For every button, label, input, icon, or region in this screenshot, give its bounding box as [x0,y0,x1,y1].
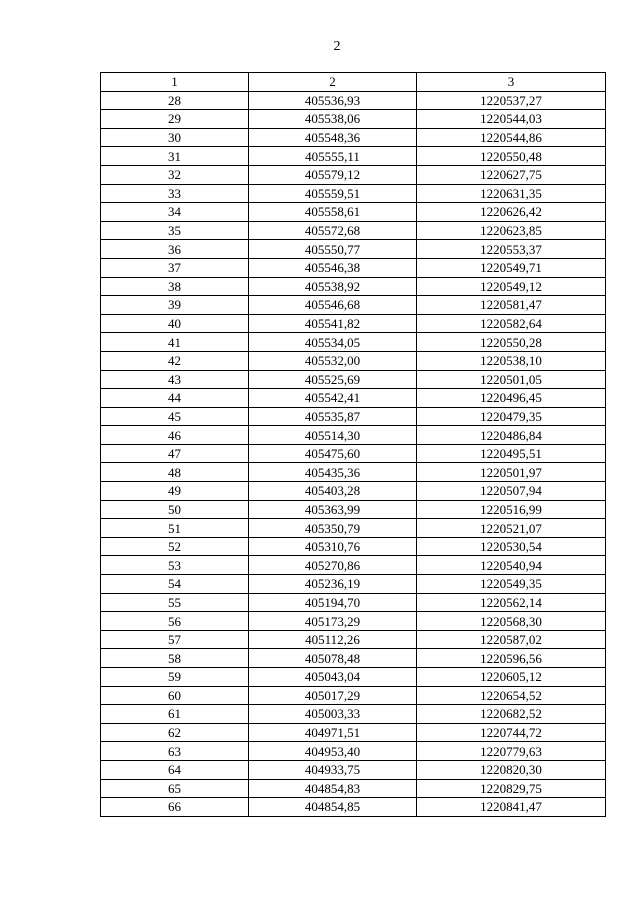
y-coordinate-cell: 1220549,71 [417,258,606,277]
x-coordinate-cell: 405173,29 [249,612,417,631]
x-coordinate-cell: 405532,00 [249,351,417,370]
y-coordinate-cell: 1220501,97 [417,463,606,482]
y-coordinate-cell: 1220538,10 [417,351,606,370]
page-number: 2 [333,39,341,54]
y-coordinate-cell: 1220553,37 [417,240,606,259]
x-coordinate-cell: 405541,82 [249,314,417,333]
x-coordinate-cell: 405555,11 [249,147,417,166]
table-row [101,128,606,147]
x-coordinate-cell: 405236,19 [249,575,417,594]
table-row [101,779,606,798]
table-row [101,426,606,445]
y-coordinate-cell: 1220779,63 [417,742,606,761]
x-coordinate-cell: 405363,99 [249,500,417,519]
table-row [101,686,606,705]
point-number-cell: 48 [101,463,249,482]
x-coordinate-cell: 405559,51 [249,184,417,203]
y-coordinate-cell: 1220540,94 [417,556,606,575]
table-row [101,203,606,222]
x-coordinate-cell: 405536,93 [249,91,417,110]
point-number-cell: 51 [101,519,249,538]
table-row [101,649,606,668]
point-number-cell: 57 [101,630,249,649]
y-coordinate-cell: 1220530,54 [417,537,606,556]
table-row [101,556,606,575]
x-coordinate-cell: 405350,79 [249,519,417,538]
y-coordinate-cell: 1220654,52 [417,686,606,705]
point-number-cell: 65 [101,779,249,798]
x-coordinate-cell: 405546,38 [249,258,417,277]
y-coordinate-cell: 1220507,94 [417,482,606,501]
x-coordinate-cell: 405514,30 [249,426,417,445]
table-row [101,110,606,129]
x-coordinate-cell: 404971,51 [249,723,417,742]
header-cell-3: 3 [417,73,606,92]
x-coordinate-cell: 405078,48 [249,649,417,668]
table-row [101,593,606,612]
y-coordinate-cell: 1220627,75 [417,165,606,184]
y-coordinate-cell: 1220829,75 [417,779,606,798]
table-row [101,519,606,538]
point-number-cell: 28 [101,91,249,110]
point-number-cell: 44 [101,389,249,408]
table-body [101,91,606,816]
point-number-cell: 30 [101,128,249,147]
x-coordinate-cell: 405310,76 [249,537,417,556]
x-coordinate-cell: 405538,06 [249,110,417,129]
point-number-cell: 41 [101,333,249,352]
header-row [101,73,606,92]
x-coordinate-cell: 405003,33 [249,705,417,724]
point-number-cell: 42 [101,351,249,370]
point-number-cell: 35 [101,221,249,240]
point-number-cell: 64 [101,760,249,779]
x-coordinate-cell: 405534,05 [249,333,417,352]
table-row [101,296,606,315]
point-number-cell: 37 [101,258,249,277]
point-number-cell: 34 [101,203,249,222]
point-number-cell: 38 [101,277,249,296]
x-coordinate-cell: 405546,68 [249,296,417,315]
x-coordinate-cell: 405017,29 [249,686,417,705]
table-row [101,798,606,817]
y-coordinate-cell: 1220744,72 [417,723,606,742]
y-coordinate-cell: 1220587,02 [417,630,606,649]
y-coordinate-cell: 1220544,03 [417,110,606,129]
y-coordinate-cell: 1220605,12 [417,668,606,687]
y-coordinate-cell: 1220486,84 [417,426,606,445]
table-row [101,407,606,426]
x-coordinate-cell: 405270,86 [249,556,417,575]
point-number-cell: 29 [101,110,249,129]
table-row [101,760,606,779]
y-coordinate-cell: 1220568,30 [417,612,606,631]
point-number-cell: 49 [101,482,249,501]
x-coordinate-cell: 404854,85 [249,798,417,817]
table-row [101,240,606,259]
y-coordinate-cell: 1220495,51 [417,444,606,463]
x-coordinate-cell: 405403,28 [249,482,417,501]
table-row [101,668,606,687]
table-row [101,370,606,389]
point-number-cell: 58 [101,649,249,668]
point-number-cell: 47 [101,444,249,463]
y-coordinate-cell: 1220631,35 [417,184,606,203]
table-row [101,258,606,277]
y-coordinate-cell: 1220496,45 [417,389,606,408]
table-row [101,184,606,203]
table-row [101,482,606,501]
x-coordinate-cell: 405550,77 [249,240,417,259]
x-coordinate-cell: 405548,36 [249,128,417,147]
x-coordinate-cell: 405475,60 [249,444,417,463]
x-coordinate-cell: 404933,75 [249,760,417,779]
point-number-cell: 61 [101,705,249,724]
x-coordinate-cell: 404953,40 [249,742,417,761]
table-header [101,73,606,92]
header-cell-2: 2 [249,73,417,92]
point-number-cell: 52 [101,537,249,556]
y-coordinate-cell: 1220623,85 [417,221,606,240]
x-coordinate-cell: 404854,83 [249,779,417,798]
y-coordinate-cell: 1220626,42 [417,203,606,222]
point-number-cell: 50 [101,500,249,519]
x-coordinate-cell: 405572,68 [249,221,417,240]
point-number-cell: 59 [101,668,249,687]
y-coordinate-cell: 1220544,86 [417,128,606,147]
point-number-cell: 62 [101,723,249,742]
y-coordinate-cell: 1220521,07 [417,519,606,538]
y-coordinate-cell: 1220549,12 [417,277,606,296]
table-row [101,165,606,184]
table-row [101,221,606,240]
table-row [101,705,606,724]
table-row [101,91,606,110]
table-row [101,351,606,370]
table-row [101,463,606,482]
x-coordinate-cell: 405112,26 [249,630,417,649]
x-coordinate-cell: 405535,87 [249,407,417,426]
point-number-cell: 54 [101,575,249,594]
point-number-cell: 56 [101,612,249,631]
y-coordinate-cell: 1220682,52 [417,705,606,724]
coordinates-table [100,72,606,817]
table-row [101,630,606,649]
point-number-cell: 40 [101,314,249,333]
point-number-cell: 45 [101,407,249,426]
point-number-cell: 66 [101,798,249,817]
table-row [101,314,606,333]
y-coordinate-cell: 1220562,14 [417,593,606,612]
y-coordinate-cell: 1220582,64 [417,314,606,333]
y-coordinate-cell: 1220537,27 [417,91,606,110]
y-coordinate-cell: 1220501,05 [417,370,606,389]
table-row [101,333,606,352]
y-coordinate-cell: 1220479,35 [417,407,606,426]
y-coordinate-cell: 1220550,28 [417,333,606,352]
point-number-cell: 39 [101,296,249,315]
x-coordinate-cell: 405194,70 [249,593,417,612]
header-cell-1: 1 [101,73,249,92]
table-row [101,147,606,166]
y-coordinate-cell: 1220596,56 [417,649,606,668]
y-coordinate-cell: 1220581,47 [417,296,606,315]
table-row [101,537,606,556]
x-coordinate-cell: 405579,12 [249,165,417,184]
y-coordinate-cell: 1220841,47 [417,798,606,817]
y-coordinate-cell: 1220516,99 [417,500,606,519]
x-coordinate-cell: 405542,41 [249,389,417,408]
point-number-cell: 31 [101,147,249,166]
table-row [101,444,606,463]
point-number-cell: 36 [101,240,249,259]
x-coordinate-cell: 405043,04 [249,668,417,687]
point-number-cell: 55 [101,593,249,612]
x-coordinate-cell: 405435,36 [249,463,417,482]
table-row [101,389,606,408]
point-number-cell: 63 [101,742,249,761]
table-row [101,500,606,519]
table-row [101,277,606,296]
table-row [101,575,606,594]
point-number-cell: 43 [101,370,249,389]
y-coordinate-cell: 1220550,48 [417,147,606,166]
x-coordinate-cell: 405558,61 [249,203,417,222]
point-number-cell: 33 [101,184,249,203]
table-row [101,723,606,742]
y-coordinate-cell: 1220549,35 [417,575,606,594]
y-coordinate-cell: 1220820,30 [417,760,606,779]
point-number-cell: 32 [101,165,249,184]
table-row [101,742,606,761]
table-row [101,612,606,631]
point-number-cell: 53 [101,556,249,575]
x-coordinate-cell: 405525,69 [249,370,417,389]
x-coordinate-cell: 405538,92 [249,277,417,296]
point-number-cell: 60 [101,686,249,705]
point-number-cell: 46 [101,426,249,445]
